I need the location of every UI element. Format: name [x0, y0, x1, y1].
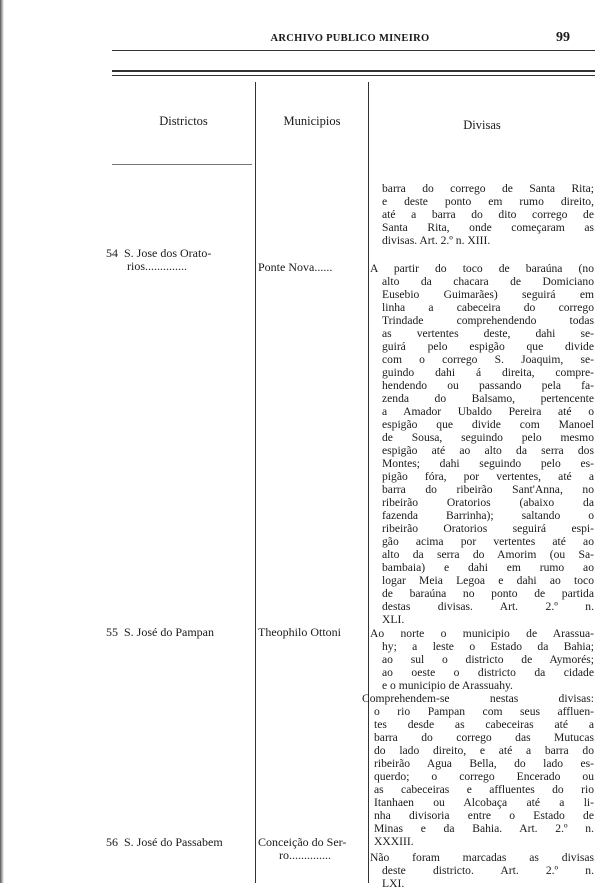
text-line: gão acima por vertentes até ao — [382, 535, 594, 548]
text-line: ribeirão Oratorios (abaixo da — [382, 496, 594, 509]
text-line: Trindade comprehendendo todas — [382, 314, 594, 327]
divisas-paragraph — [370, 851, 594, 890]
text-line: guirá pelo espigão que divide — [382, 340, 594, 353]
divisas-paragraph — [370, 627, 594, 692]
text-line: logar Meia Legoa e dahi ao toco — [382, 574, 594, 587]
text-line: A partir do toco de baraúna (no — [370, 262, 594, 275]
text-line: divisas. Art. 2.º n. XIII. — [382, 234, 491, 247]
text-line: zenda do Balsamo, pertencente — [382, 392, 594, 405]
text-line: de Sousa, seguindo pelo mesmo — [382, 431, 594, 444]
text-line: Montes; dahi seguindo pelo es- — [382, 457, 594, 470]
text-line: e o municipio de Arassuahy. — [382, 679, 513, 692]
text-line: o rio Pampan com seus affluen- — [374, 705, 594, 718]
text-line: XXXIII. — [374, 835, 414, 848]
district-name: 54 S. Jose dos Orato- rios.............. — [106, 246, 212, 273]
text-line: barra do corrego das Mutucas — [374, 731, 594, 744]
text-line: ao oeste o districto da cidade — [382, 666, 594, 679]
divisas-paragraph — [370, 262, 594, 626]
text-line: até a barra do dito corrego de — [382, 208, 594, 221]
text-line: espigão até ao alto da serra dos — [382, 444, 594, 457]
column-divider — [255, 82, 256, 883]
text-line: as cabeceiras e affluentes do rio — [374, 783, 594, 796]
divisas-paragraph — [362, 692, 594, 848]
text-line: nha divisoria entre o Estado de — [374, 809, 594, 822]
text-line: com o corrego S. Joaquim, se- — [382, 353, 594, 366]
text-line: do lado direito, e até a barra do — [374, 744, 594, 757]
column-header-divisas: Divisas — [463, 118, 501, 132]
municipio-name: Ponte Nova...... — [258, 260, 333, 274]
header-bottom-rule — [112, 164, 252, 165]
district-name: 56 S. José do Passabem — [106, 835, 223, 849]
text-line: deste districto. Art. 2.º n. — [382, 864, 594, 877]
text-line: LXI. — [382, 877, 405, 890]
text-line: Itanhaen ou Alcobaça até a li- — [374, 796, 594, 809]
text-line: as vertentes deste, dahi se- — [382, 327, 594, 340]
text-line: barra do ribeirão Sant'Anna, no — [382, 483, 594, 496]
header-rule — [112, 50, 595, 51]
text-line: pigão fóra, por vertentes, até a — [382, 470, 594, 483]
scan-edge — [0, 0, 4, 883]
text-line: guindo dahi á direita, compre- — [382, 366, 594, 379]
district-name: 55 S. José do Pampan — [106, 625, 214, 639]
text-line: ao sul o districto de Aymorés; — [382, 653, 594, 666]
text-line: alto da chacara de Domiciano — [382, 275, 594, 288]
text-line: querdo; o corrego Encerado ou — [374, 770, 594, 783]
table-top-rule — [112, 70, 595, 72]
text-line: Comprehendem-se nestas divisas: — [362, 692, 594, 705]
text-line: fazenda Barrinha); saltando o — [382, 509, 594, 522]
text-line: linha a cabeceira do corrego — [382, 301, 594, 314]
text-line: hy; a leste o Estado da Bahia; — [382, 640, 594, 653]
text-line: Eusebio Guimarães) seguirá em — [382, 288, 594, 301]
text-line: a Amador Ubaldo Pereira até o — [382, 405, 594, 418]
text-line: destas divisas. Art. 2.º n. — [382, 600, 594, 613]
column-header-municipios: Municipios — [283, 114, 341, 128]
text-line: e deste ponto em rumo direito, — [382, 195, 594, 208]
column-header-districtos: Districtos — [159, 114, 208, 128]
text-line: ribeirão Oratorios seguirá espi- — [382, 522, 594, 535]
text-line: alto da serra do Amorim (ou Sa- — [382, 548, 594, 561]
running-title: ARCHIVO PUBLICO MINEIRO — [270, 33, 430, 44]
municipio-name: Theophilo Ottoni — [258, 625, 341, 639]
text-line: bambaia) e dahi em rumo ao — [382, 561, 594, 574]
text-line: barra do corrego de Santa Rita; — [382, 182, 594, 195]
text-line: Minas e da Bahia. Art. 2.º n. — [374, 822, 594, 835]
text-line: espigão que divide com Manoel — [382, 418, 594, 431]
text-line: Não foram marcadas as divisas — [370, 851, 594, 864]
page-number: 99 — [556, 30, 570, 45]
table-top-rule-2 — [112, 75, 595, 76]
text-line: ribeirão Agua Bella, do lado es- — [374, 757, 594, 770]
text-line: de baraúna no ponto de partida — [382, 587, 594, 600]
divisas-continuation — [370, 182, 594, 247]
municipio-name: Conceição do Ser- ro.............. — [258, 835, 347, 862]
text-line: XLI. — [382, 613, 405, 626]
text-line: Santa Rita, onde começaram as — [382, 221, 594, 234]
text-line: Ao norte o municipio de Arassua- — [370, 627, 594, 640]
text-line: hendendo ou passando pela fa- — [382, 379, 594, 392]
text-line: tes desde as cabeceiras até a — [374, 718, 594, 731]
